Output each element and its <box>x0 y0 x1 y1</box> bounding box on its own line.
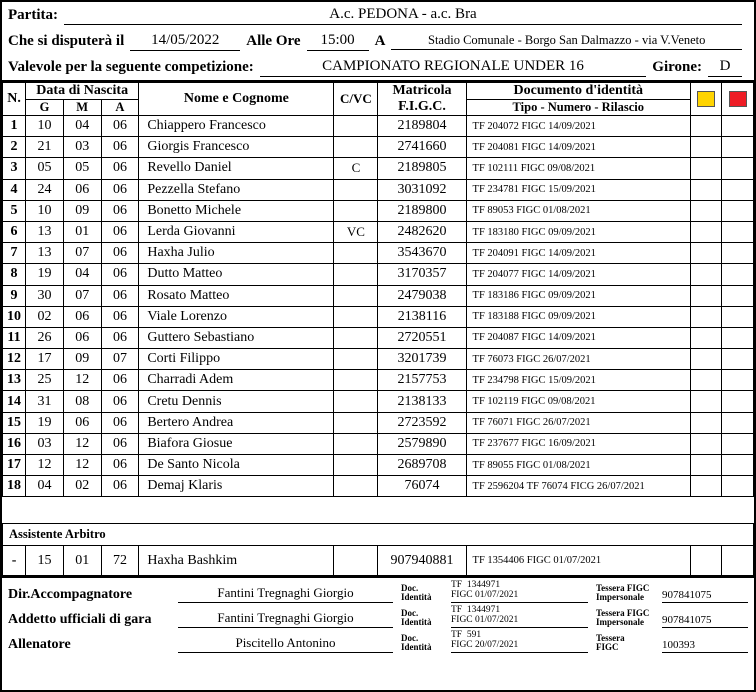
footer-tessera-value-1: 907841075 <box>662 614 748 628</box>
date-value: 14/05/2022 <box>130 32 240 51</box>
cell-month: 04 <box>63 116 101 137</box>
assistant-title: Assistente Arbitro <box>3 524 754 546</box>
header-row-date <box>2 28 754 54</box>
cell-document: TF 204087 FIGC 14/09/2021 <box>466 327 690 348</box>
table-row <box>3 137 754 158</box>
date-label: Che si disputerà il <box>8 32 125 49</box>
cell-document: TF 2596204 TF 76074 FICG 26/07/2021 <box>466 476 690 497</box>
cell-month: 01 <box>63 221 101 242</box>
cell-document: TF 89055 FIGC 01/08/2021 <box>466 455 690 476</box>
cell-day: 24 <box>26 179 64 200</box>
cell-yellow <box>691 158 722 179</box>
th-day: G <box>26 100 64 116</box>
table-row <box>3 243 754 264</box>
red-card-icon <box>729 91 747 107</box>
footer-tessera-label-2: Tessera FIGC <box>596 632 625 652</box>
assistant-document: TF 1354406 FIGC 01/07/2021 <box>466 546 690 576</box>
cell-matricola: 2479038 <box>378 285 466 306</box>
cell-number: 15 <box>3 412 26 433</box>
cell-red <box>722 370 754 391</box>
cell-red <box>722 179 754 200</box>
header-row-match <box>2 2 754 28</box>
footer-label-2: Allenatore <box>8 637 71 653</box>
assistant-day: 15 <box>26 546 64 576</box>
th-red-card <box>722 83 754 116</box>
cell-year: 06 <box>101 285 139 306</box>
th-year: A <box>101 100 139 116</box>
cell-yellow <box>691 433 722 454</box>
cell-document: TF 102111 FIGC 09/08/2021 <box>466 158 690 179</box>
cell-number: 2 <box>3 137 26 158</box>
th-cvc: C/VC <box>334 83 378 116</box>
cell-day: 03 <box>26 433 64 454</box>
cell-day: 30 <box>26 285 64 306</box>
cell-document: TF 102119 FIGC 09/08/2021 <box>466 391 690 412</box>
cell-document: TF 183180 FIGC 09/09/2021 <box>466 221 690 242</box>
assistant-year: 72 <box>101 546 139 576</box>
cell-cvc <box>334 264 378 285</box>
cell-number: 3 <box>3 158 26 179</box>
cell-year: 06 <box>101 116 139 137</box>
th-document: Documento d'identità <box>466 83 690 100</box>
cell-document: TF 89053 FIGC 01/08/2021 <box>466 200 690 221</box>
cell-red <box>722 412 754 433</box>
cell-month: 07 <box>63 285 101 306</box>
table-row <box>3 221 754 242</box>
footer-tessera-label-0: Tessera FIGC Impersonale <box>596 582 650 602</box>
table-header-row-1 <box>3 83 754 100</box>
cell-matricola: 2689708 <box>378 455 466 476</box>
cell-day: 04 <box>26 476 64 497</box>
cell-cvc <box>334 476 378 497</box>
cell-red <box>722 243 754 264</box>
cell-matricola: 2157753 <box>378 370 466 391</box>
cell-document: TF 204077 FIGC 14/09/2021 <box>466 264 690 285</box>
cell-day: 05 <box>26 158 64 179</box>
cell-cvc <box>334 391 378 412</box>
cell-document: TF 183186 FIGC 09/09/2021 <box>466 285 690 306</box>
th-name: Nome e Cognome <box>139 83 334 116</box>
cell-day: 21 <box>26 137 64 158</box>
cell-number: 18 <box>3 476 26 497</box>
cell-document: TF 183188 FIGC 09/09/2021 <box>466 306 690 327</box>
cell-name: Revello Daniel <box>139 158 334 179</box>
cell-yellow <box>691 179 722 200</box>
cell-number: 11 <box>3 327 26 348</box>
cell-matricola: 2579890 <box>378 433 466 454</box>
cell-cvc <box>334 243 378 264</box>
footer-doc-label-2: Doc. Identità <box>401 632 432 652</box>
assistant-yellow <box>691 546 722 576</box>
th-matricola <box>378 83 466 116</box>
th-yellow-card <box>691 83 722 116</box>
th-matricola-line1: Matricola <box>392 83 452 98</box>
cell-document: TF 76073 FIGC 26/07/2021 <box>466 349 690 370</box>
cell-year: 06 <box>101 391 139 412</box>
assistant-red <box>722 546 754 576</box>
cell-year: 06 <box>101 370 139 391</box>
footer-row-2 <box>2 628 754 653</box>
cell-red <box>722 476 754 497</box>
cell-cvc <box>334 412 378 433</box>
cell-red <box>722 455 754 476</box>
table-row <box>3 370 754 391</box>
cell-cvc <box>334 179 378 200</box>
footer-name-0: Fantini Tregnaghi Giorgio <box>178 585 393 603</box>
cell-name: Guttero Sebastiano <box>139 327 334 348</box>
cell-month: 12 <box>63 370 101 391</box>
cell-cvc <box>334 327 378 348</box>
cell-cvc <box>334 200 378 221</box>
cell-month: 02 <box>63 476 101 497</box>
footer-name-1: Fantini Tregnaghi Giorgio <box>178 610 393 628</box>
partita-label: Partita: <box>8 6 58 23</box>
th-month: M <box>63 100 101 116</box>
cell-year: 06 <box>101 455 139 476</box>
cell-year: 06 <box>101 433 139 454</box>
cell-number: 16 <box>3 433 26 454</box>
table-row <box>3 158 754 179</box>
cell-year: 06 <box>101 412 139 433</box>
cell-cvc <box>334 306 378 327</box>
cell-matricola: 2189804 <box>378 116 466 137</box>
cell-red <box>722 306 754 327</box>
assistant-name: Haxha Bashkim <box>139 546 334 576</box>
footer-name-2: Piscitello Antonino <box>178 635 393 653</box>
table-row <box>3 433 754 454</box>
cell-yellow <box>691 243 722 264</box>
cell-name: De Santo Nicola <box>139 455 334 476</box>
cell-name: Bertero Andrea <box>139 412 334 433</box>
th-number: N. <box>3 83 26 116</box>
cell-month: 03 <box>63 137 101 158</box>
cell-name: Biafora Giosue <box>139 433 334 454</box>
table-row <box>3 455 754 476</box>
cell-matricola: 2741660 <box>378 137 466 158</box>
cell-year: 06 <box>101 137 139 158</box>
cell-matricola: 2189800 <box>378 200 466 221</box>
cell-day: 10 <box>26 200 64 221</box>
cell-name: Cretu Dennis <box>139 391 334 412</box>
th-birthdate: Data di Nascita <box>26 83 139 100</box>
cell-matricola: 3031092 <box>378 179 466 200</box>
table-row <box>3 264 754 285</box>
cell-red <box>722 349 754 370</box>
cell-yellow <box>691 116 722 137</box>
cell-yellow <box>691 137 722 158</box>
cell-red <box>722 433 754 454</box>
cell-month: 07 <box>63 243 101 264</box>
cell-day: 10 <box>26 116 64 137</box>
cell-name: Rosato Matteo <box>139 285 334 306</box>
table-row <box>3 349 754 370</box>
cell-yellow <box>691 327 722 348</box>
assistant-cvc <box>334 546 378 576</box>
cell-month: 06 <box>63 327 101 348</box>
cell-name: Haxha Julio <box>139 243 334 264</box>
cell-red <box>722 137 754 158</box>
cell-year: 06 <box>101 327 139 348</box>
cell-day: 13 <box>26 243 64 264</box>
cell-matricola: 3201739 <box>378 349 466 370</box>
cell-matricola: 2138116 <box>378 306 466 327</box>
cell-matricola: 2138133 <box>378 391 466 412</box>
assistant-row <box>3 546 754 576</box>
cell-year: 07 <box>101 349 139 370</box>
cell-number: 5 <box>3 200 26 221</box>
spacer-row <box>3 497 754 524</box>
cell-matricola: 76074 <box>378 476 466 497</box>
cell-number: 1 <box>3 116 26 137</box>
cell-cvc <box>334 370 378 391</box>
group-label: Girone: <box>652 58 702 75</box>
th-matricola-line2: F.I.G.C. <box>398 99 446 114</box>
cell-yellow <box>691 391 722 412</box>
cell-red <box>722 221 754 242</box>
footer-row-0 <box>2 578 754 603</box>
cell-year: 06 <box>101 158 139 179</box>
cell-cvc <box>334 433 378 454</box>
cell-name: Demaj Klaris <box>139 476 334 497</box>
cell-red <box>722 264 754 285</box>
cell-number: 9 <box>3 285 26 306</box>
cell-document: TF 234781 FIGC 15/09/2021 <box>466 179 690 200</box>
table-row <box>3 476 754 497</box>
header-block <box>2 2 754 82</box>
cell-number: 12 <box>3 349 26 370</box>
cell-yellow <box>691 412 722 433</box>
cell-day: 31 <box>26 391 64 412</box>
table-row <box>3 179 754 200</box>
cell-day: 26 <box>26 327 64 348</box>
table-row <box>3 200 754 221</box>
cell-name: Chiappero Francesco <box>139 116 334 137</box>
cell-month: 05 <box>63 158 101 179</box>
cell-red <box>722 158 754 179</box>
cell-month: 12 <box>63 455 101 476</box>
cell-day: 12 <box>26 455 64 476</box>
th-document-sub: Tipo - Numero - Rilascio <box>466 100 690 116</box>
cell-number: 4 <box>3 179 26 200</box>
cell-yellow <box>691 264 722 285</box>
cell-yellow <box>691 306 722 327</box>
assistant-month: 01 <box>63 546 101 576</box>
cell-document: TF 237677 FIGC 16/09/2021 <box>466 433 690 454</box>
cell-day: 19 <box>26 264 64 285</box>
footer-doc-label-0: Doc. Identità <box>401 582 432 602</box>
cell-year: 06 <box>101 476 139 497</box>
group-value: D <box>708 58 742 77</box>
cell-cvc <box>334 349 378 370</box>
cell-matricola: 2482620 <box>378 221 466 242</box>
footer-label-1: Addetto ufficiali di gara <box>8 612 152 628</box>
cell-name: Viale Lorenzo <box>139 306 334 327</box>
footer-doc-value-1: TF 1344971 FIGC 01/07/2021 <box>451 605 588 629</box>
cell-month: 09 <box>63 349 101 370</box>
cell-matricola: 2723592 <box>378 412 466 433</box>
cell-month: 06 <box>63 306 101 327</box>
table-row <box>3 116 754 137</box>
cell-number: 6 <box>3 221 26 242</box>
cell-month: 08 <box>63 391 101 412</box>
time-label: Alle Ore <box>246 32 301 49</box>
cell-matricola: 2720551 <box>378 327 466 348</box>
partita-value: A.c. PEDONA - a.c. Bra <box>64 6 742 25</box>
cell-yellow <box>691 476 722 497</box>
table-row <box>3 391 754 412</box>
cell-cvc <box>334 137 378 158</box>
cell-red <box>722 285 754 306</box>
cell-document: TF 204072 FIGC 14/09/2021 <box>466 116 690 137</box>
cell-document: TF 204081 FIGC 14/09/2021 <box>466 137 690 158</box>
footer-tessera-value-0: 907841075 <box>662 589 748 603</box>
cell-number: 14 <box>3 391 26 412</box>
cell-cvc <box>334 285 378 306</box>
venue-value: Stadio Comunale - Borgo San Dalmazzo - via V.Veneto <box>391 33 742 50</box>
cell-cvc <box>334 455 378 476</box>
cell-yellow <box>691 285 722 306</box>
cell-month: 06 <box>63 179 101 200</box>
cell-yellow <box>691 455 722 476</box>
cell-name: Charradi Adem <box>139 370 334 391</box>
table-row <box>3 327 754 348</box>
footer-label-0: Dir.Accompagnatore <box>8 587 133 603</box>
cell-red <box>722 200 754 221</box>
cell-day: 25 <box>26 370 64 391</box>
cell-month: 09 <box>63 200 101 221</box>
cell-number: 7 <box>3 243 26 264</box>
competition-label: Valevole per la seguente competizione: <box>8 58 254 75</box>
cell-day: 19 <box>26 412 64 433</box>
cell-matricola: 2189805 <box>378 158 466 179</box>
cell-number: 17 <box>3 455 26 476</box>
cell-name: Pezzella Stefano <box>139 179 334 200</box>
table-row <box>3 306 754 327</box>
cell-document: TF 234798 FIGC 15/09/2021 <box>466 370 690 391</box>
footer-row-1 <box>2 603 754 628</box>
cell-year: 06 <box>101 264 139 285</box>
cell-red <box>722 391 754 412</box>
cell-month: 06 <box>63 412 101 433</box>
cell-day: 13 <box>26 221 64 242</box>
cell-cvc <box>334 116 378 137</box>
cell-year: 06 <box>101 243 139 264</box>
cell-year: 06 <box>101 306 139 327</box>
cell-red <box>722 327 754 348</box>
cell-cvc: C <box>334 158 378 179</box>
cell-number: 13 <box>3 370 26 391</box>
cell-year: 06 <box>101 179 139 200</box>
footer-block <box>2 576 754 653</box>
cell-red <box>722 116 754 137</box>
cell-name: Corti Filippo <box>139 349 334 370</box>
cell-month: 12 <box>63 433 101 454</box>
cell-name: Giorgis Francesco <box>139 137 334 158</box>
assistant-number: - <box>3 546 26 576</box>
at-label: A <box>374 32 386 49</box>
assistant-matricola: 907940881 <box>378 546 466 576</box>
players-table <box>2 82 754 576</box>
cell-month: 04 <box>63 264 101 285</box>
cell-document: TF 76071 FIGC 26/07/2021 <box>466 412 690 433</box>
cell-name: Lerda Giovanni <box>139 221 334 242</box>
cell-cvc: VC <box>334 221 378 242</box>
cell-number: 10 <box>3 306 26 327</box>
cell-yellow <box>691 349 722 370</box>
cell-matricola: 3543670 <box>378 243 466 264</box>
cell-matricola: 3170357 <box>378 264 466 285</box>
competition-value: CAMPIONATO REGIONALE UNDER 16 <box>260 58 646 77</box>
footer-tessera-value-2: 100393 <box>662 639 748 653</box>
footer-tessera-label-1: Tessera FIGC Impersonale <box>596 607 650 627</box>
footer-doc-value-2: TF 591 FIGC 20/07/2021 <box>451 630 588 654</box>
cell-yellow <box>691 200 722 221</box>
table-row <box>3 285 754 306</box>
footer-doc-value-0: TF 1344971 FIGC 01/07/2021 <box>451 580 588 604</box>
time-value: 15:00 <box>307 32 369 51</box>
cell-year: 06 <box>101 221 139 242</box>
table-row <box>3 412 754 433</box>
cell-yellow <box>691 221 722 242</box>
cell-yellow <box>691 370 722 391</box>
yellow-card-icon <box>697 91 715 107</box>
cell-number: 8 <box>3 264 26 285</box>
cell-name: Dutto Matteo <box>139 264 334 285</box>
header-row-competition <box>2 54 754 80</box>
cell-name: Bonetto Michele <box>139 200 334 221</box>
footer-doc-label-1: Doc. Identità <box>401 607 432 627</box>
cell-year: 06 <box>101 200 139 221</box>
assistant-title-row <box>3 524 754 546</box>
cell-document: TF 204091 FIGC 14/09/2021 <box>466 243 690 264</box>
cell-day: 02 <box>26 306 64 327</box>
cell-day: 17 <box>26 349 64 370</box>
